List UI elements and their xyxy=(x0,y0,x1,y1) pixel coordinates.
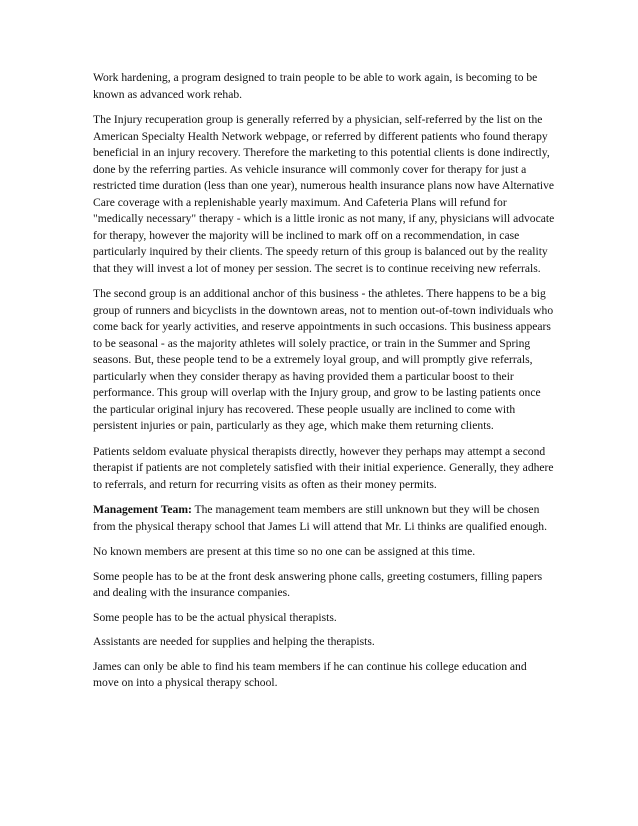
paragraph-no-known-members: No known members are present at this time so no one can be assigned at this time. xyxy=(93,545,476,558)
paragraph-injury-group: The Injury recuperation group is generally referred by a physician, self-referred by the list on the American Specialty Health Network webpage, or referred by different patients who found therapy beneficial in an injury recovery. Therefore the marketing to this potential clients is done indirectly, done by the referring parties. As vehicle insurance will commonly cover for therapy for just a restricted time duration (less than one year), numerous health insurance plans now have Alternative Care coverage with a replenishable yearly maximum. And Cafeteria Plans will refund for "medically necessary" therapy - which is a little ironic as not many, if any, physicians will advocate for therapy, however the majority will be inclined to mark off on a recommendation, in case particularly inquired by their clients. The speedy return of this group is balanced out by the reality that they will invest a lot of money per session. The secret is to continue receiving new referrals. xyxy=(93,113,555,275)
management-team-heading: Management Team: xyxy=(93,503,192,516)
document-page xyxy=(93,70,555,700)
paragraph-physical-therapists: Some people has to be the actual physical therapists. xyxy=(93,610,337,624)
paragraph-james-education: James can only be able to find his team members if he can continue his college education and move on into a physical therapy school. xyxy=(93,659,527,689)
paragraph-athletes-group: The second group is an additional anchor of this business - the athletes. There happens to be a big group of runners and bicyclists in the downtown areas, not to mention out-of-town individuals who come back for yearly activities, and reserve appointments in such occasions. This business appears to be seasonal - as the majority athletes will solely practice, or train in the Summer and Spring seasons. But, these people tend to be a extremely loyal group, and will promptly give referrals, particularly when they consider therapy as having provided them a particular boost to their performance. This group will overlap with the Injury group, and grow to be lasting patients once the particular original injury has recovered. These people usually are inclined to come with persistent injuries or pain, particularly as they age, which make them returning clients. xyxy=(93,287,554,432)
paragraph-patients-evaluation: Patients seldom evaluate physical therapists directly, however they perhaps may attempt a second therapist if patients are not completely satisfied with their initial experience. Generally, they adhere to referrals, and return for recurring visits as often as their money permits. xyxy=(93,444,554,491)
paragraph-assistants: Assistants are needed for supplies and helping the therapists. xyxy=(93,635,375,648)
paragraph-work-hardening: Work hardening, a program designed to train people to be able to work again, is becoming to be known as advanced work rehab. xyxy=(93,71,538,101)
paragraph-management-team xyxy=(93,502,555,535)
management-team-text: The management team members are still unknown but they will be chosen from the physical therapy school that James Li will attend that Mr. Li thinks are qualified enough. xyxy=(93,503,547,533)
paragraph-front-desk: Some people has to be at the front desk answering phone calls, greeting costumers, filling papers and dealing with the insurance companies. xyxy=(93,569,543,599)
